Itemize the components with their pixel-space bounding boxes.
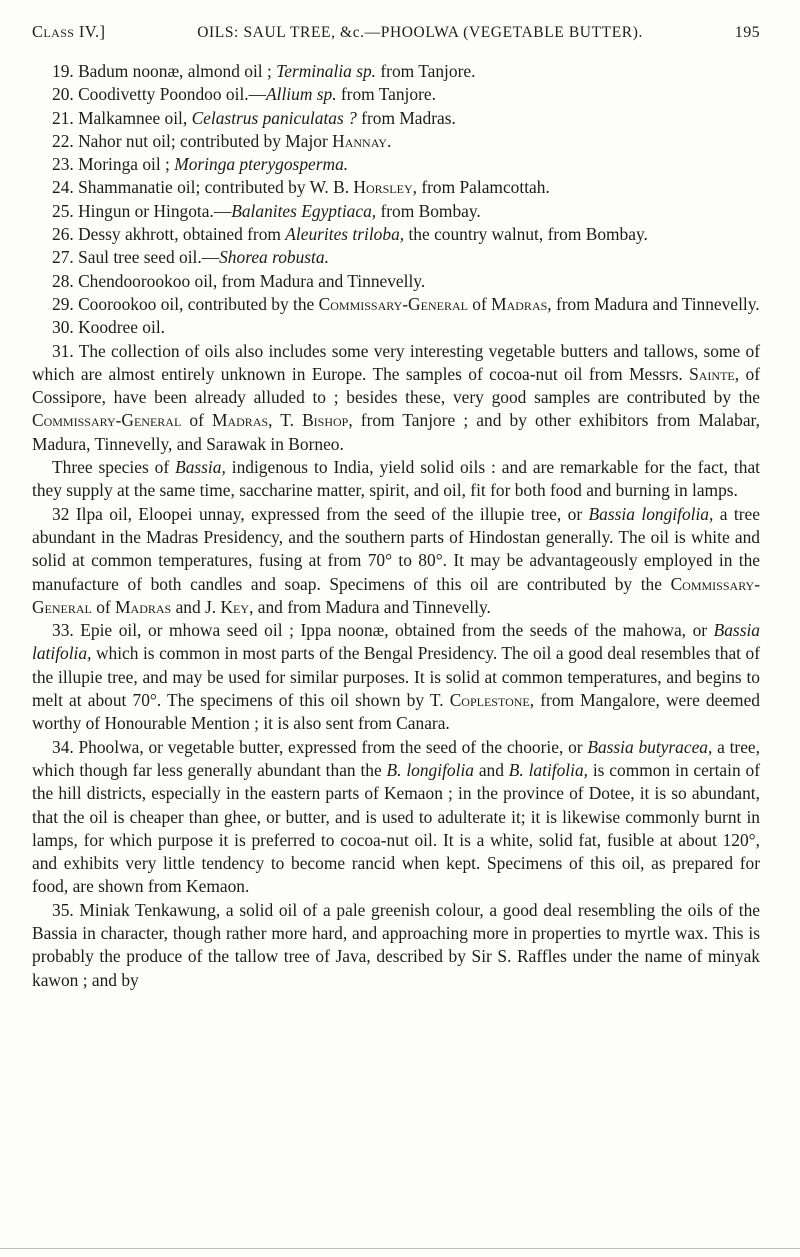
entry-35: 35. Miniak Tenkawung, a solid oil of a pale greenish colour, a good deal resembling the oils of the Bassia in character, though rather more hard, and approaching more in properties to myrtle wax. This is probably the produce of the tallow tree of Java, described by Sir S. Raffles under the name of minyak kawon ; and by xyxy=(32,899,760,990)
header-class-label: Class IV.] xyxy=(32,22,106,41)
entry-32: 32 Ilpa oil, Eloopei unnay, expressed from the seed of the illupie tree, or Bassia longifolia, a tree abundant in the Madras Presidency, and the southern parts of Hindostan generally. The oil is white and solid at common temperatures, fusing at from 70° to 80°. It may be advantageously employed in the manufacture of both candles and soap. Specimens of this oil are contributed by the Commissary-General of Madras and J. Key, and from Madura and Tinnevelly. xyxy=(32,503,760,617)
entry-27: 27. Saul tree seed oil.—Shorea robusta. xyxy=(52,247,329,268)
entry-24: 24. Shammanatie oil; contributed by W. B. Horsley, from Palamcottah. xyxy=(52,177,550,198)
entry-33: 33. Epie oil, or mhowa seed oil ; Ippa noonæ, obtained from the seeds of the mahowa, or Bassia latifolia, which is common in most parts of the Bengal Presidency. The oil a good deal resembles that of the illupie tree, and may be used for similar purposes. It is solid at common temperatures, and begins to melt at about 70°. The specimens of this oil shown by T. Coplestone, from Mangalore, were deemed worthy of Honourable Mention ; it is also sent from Canara. xyxy=(32,620,760,734)
entry-19: 19. Badum noonæ, almond oil ; Terminalia sp. from Tanjore. xyxy=(52,61,476,81)
entry-21: 21. Malkamnee oil, Celastrus paniculatas ? from Madras. xyxy=(52,107,456,128)
entry-26: 26. Dessy akhrott, obtained from Aleurites triloba, the country walnut, from Bombay. xyxy=(52,224,648,245)
entry-25: 25. Hingun or Hingota.—Balanites Egyptiaca, from Bombay. xyxy=(52,200,481,221)
page-number: 195 xyxy=(734,24,760,41)
running-header xyxy=(32,22,760,48)
entry-29: 29. Coorookoo oil, contributed by the Commissary-General of Madras, from Madura and Tinnevelly. xyxy=(52,293,760,314)
entry-31: 31. The collection of oils also includes some very interesting vegetable butters and tallows, some of which are almost entirely unknown in Europe. The samples of cocoa-nut oil from Messrs. Sainte, of Cossipore, have been already alluded to ; besides these, very good samples are contributed by the Commissary-General of Madras, T. Bishop, from Tanjore ; and by other exhibitors from Malabar, Madura, Tinnevelly, and Sarawak in Borneo. xyxy=(32,340,760,454)
page-body xyxy=(32,60,760,992)
entry-30: 30. Koodree oil. xyxy=(52,317,166,338)
entry-34: 34. Phoolwa, or vegetable butter, expressed from the seed of the choorie, or Bassia butyracea, a tree, which though far less generally abundant than the B. longifolia and B. latifolia, is common in certain of the hill districts, especially in the eastern parts of Kemaon ; in the province of Dotee, it is so abundant, that the oil is cheaper than ghee, or butter, and is used to adulterate it; it is likewise commonly burnt in lamps, for which purpose it is preferred to cocoa-nut oil. It is a white, solid fat, fusible at about 120°, and exhibits very little tendency to become rancid when kept. Specimens of this oil, as prepared for food, are shown from Kemaon. xyxy=(32,736,760,897)
entry-28: 28. Chendoorookoo oil, from Madura and Tinnevelly. xyxy=(52,270,426,291)
header-title: OILS: SAUL TREE, &c.—PHOOLWA (VEGETABLE BUTTER). xyxy=(197,24,643,41)
entry-20: 20. Coodivetty Poondoo oil.—Allium sp. from Tanjore. xyxy=(52,84,436,105)
entry-23: 23. Moringa oil ; Moringa pterygosperma. xyxy=(52,154,349,175)
paragraph-bassia: Three species of Bassia, indigenous to India, yield solid oils : and are remarkable for the fact, that they supply at the same time, saccharine matter, spirit, and oil, fit for both food and burning in lamps. xyxy=(32,457,761,501)
page-bottom-edge xyxy=(0,1248,800,1249)
entry-22: 22. Nahor nut oil; contributed by Major Hannay. xyxy=(52,130,392,151)
